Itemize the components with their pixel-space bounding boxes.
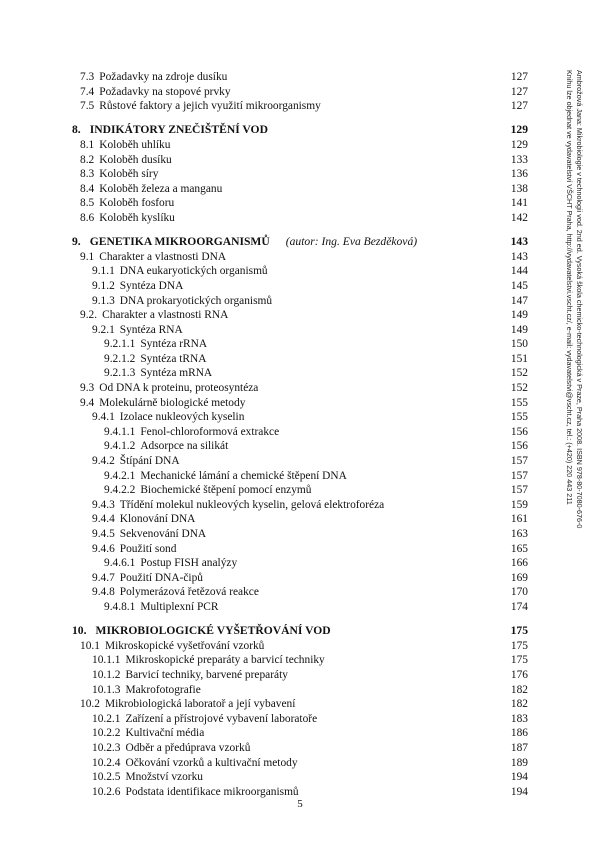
toc-page-number: 147 (510, 294, 528, 307)
toc-page-number: 157 (510, 455, 528, 468)
toc-entry-number: 8.2 (80, 153, 95, 166)
toc-entry-title: Koloběh dusíku (99, 153, 172, 166)
toc-entry-number: 8.4 (80, 182, 95, 195)
toc-page-number: 163 (510, 528, 528, 540)
toc-page-number: 129 (510, 123, 528, 137)
toc-chapter-row[interactable] (72, 624, 528, 639)
toc-entry-row[interactable] (72, 425, 528, 440)
toc-page-number: 157 (510, 484, 528, 497)
toc-entry-text (104, 352, 206, 367)
toc-entry-number: 9.4.1 (92, 411, 115, 424)
toc-entry-row[interactable] (72, 483, 528, 498)
section-gap (72, 615, 528, 625)
toc-entry-row[interactable] (72, 308, 528, 323)
toc-entry-title: Polymerázová řetězová reakce (119, 586, 259, 599)
toc-entry-row[interactable] (72, 556, 528, 571)
toc-entry-number: 10.1 (80, 639, 100, 652)
toc-entry-number: 10.1.2 (92, 668, 121, 681)
toc-entry-title: Syntéza mRNA (140, 367, 213, 380)
toc-chapter-row[interactable] (72, 123, 528, 138)
toc-page-number: 155 (510, 396, 528, 409)
toc-entry-title: Sekvenování DNA (119, 528, 207, 540)
toc-entry-title: Syntéza rRNA (140, 338, 208, 351)
toc-page-number: 127 (510, 100, 528, 113)
toc-page-number: 165 (510, 542, 528, 555)
toc-page-number: 156 (510, 440, 528, 453)
toc-entry-title: Štípání DNA (119, 455, 180, 468)
toc-entry-text (92, 527, 206, 542)
toc-page-number: 129 (510, 138, 528, 151)
toc-entry-number: 9.4 (80, 396, 95, 409)
toc-entry-text (104, 600, 219, 615)
toc-page-number: 149 (510, 323, 528, 336)
toc-entry-title: INDIKÁTORY ZNEČIŠTĚNÍ VOD (89, 123, 268, 137)
toc-entry-text (92, 712, 317, 727)
toc-entry-number: 9.4.8.1 (104, 600, 136, 613)
toc-entry-title: Mikroskopické preparáty a barvicí techniky (125, 654, 325, 667)
toc-entry-number: 9.2.1.1 (104, 338, 136, 351)
toc-entry-row[interactable] (72, 469, 528, 484)
toc-entry-number: 10.2.5 (92, 771, 121, 784)
toc-entry-row[interactable] (72, 410, 528, 425)
toc-entry-row[interactable] (72, 138, 528, 153)
toc-entry-number: 7.4 (80, 85, 95, 98)
toc-entry-text (92, 726, 204, 741)
toc-entry-text (80, 167, 158, 182)
toc-entry-number: 10. (72, 624, 87, 638)
toc-entry-text (92, 512, 195, 527)
toc-page-number: 194 (510, 785, 528, 798)
toc-entry-number: 9.4.3 (92, 498, 115, 511)
toc-entry-row[interactable] (72, 352, 528, 367)
toc-page-number: 161 (510, 513, 528, 526)
toc-entry-number: 9. (72, 235, 81, 249)
toc-entry-number: 9.2. (80, 309, 98, 322)
toc-entry-text (80, 308, 228, 323)
toc-entry-title: GENETIKA MIKROORGANISMŮ (89, 235, 270, 249)
toc-page-number: 169 (510, 571, 528, 584)
toc-entry-text (80, 99, 321, 114)
toc-entry-title: Adsorpce na silikát (140, 440, 229, 453)
toc-entry-number: 7.3 (80, 71, 95, 83)
toc-page-number: 186 (510, 727, 528, 740)
toc-page-number: 156 (510, 425, 528, 438)
toc-page-number: 127 (510, 85, 528, 98)
toc-page-number: 143 (510, 250, 528, 263)
toc-entry-row[interactable] (72, 697, 528, 712)
toc-entry-row[interactable] (72, 527, 528, 542)
toc-entry-row[interactable] (72, 498, 528, 513)
toc-entry-title: Syntéza DNA (119, 279, 184, 292)
side-citation (544, 70, 584, 610)
toc-entry-title: Odběr a předúprava vzorků (125, 741, 251, 754)
toc-entry-text (104, 366, 212, 381)
toc-entry-title: Fenol-chloroformová extrakce (140, 425, 280, 438)
toc-entry-row[interactable] (72, 182, 528, 197)
toc-entry-row[interactable] (72, 683, 528, 698)
toc-entry-number: 8.5 (80, 197, 95, 210)
toc-entry-title: Molekulárně biologické metody (99, 396, 246, 409)
toc-entry-text (80, 381, 258, 396)
toc-entry-text (92, 571, 203, 586)
toc-entry-title: Syntéza tRNA (140, 352, 207, 365)
page-number: 5 (297, 798, 303, 810)
toc-entry-title: Klonování DNA (119, 513, 196, 526)
toc-entry-row[interactable] (72, 741, 528, 756)
toc-entry-row[interactable] (72, 250, 528, 265)
toc-entry-row[interactable] (72, 211, 528, 226)
toc-entry-number: 9.4.8 (92, 586, 115, 599)
toc-entry-text (92, 323, 183, 338)
toc-entry-number: 9.4.2.2 (104, 484, 136, 497)
toc-entry-title: Od DNA k proteinu, proteosyntéza (99, 382, 259, 395)
toc-entry-row[interactable] (72, 279, 528, 294)
toc-entry-title: Postup FISH analýzy (140, 557, 238, 570)
toc-entry-row[interactable] (72, 600, 528, 615)
toc-entry-number: 9.1 (80, 250, 95, 263)
toc-entry-text (92, 668, 288, 683)
toc-entry-title: Mikrobiologická laboratoř a její vybavení (104, 698, 296, 711)
toc-chapter-row[interactable] (72, 235, 528, 250)
toc-entry-title: DNA eukaryotických organismů (119, 265, 268, 278)
toc-entry-text (92, 756, 298, 771)
toc-entry-title: Požadavky na zdroje dusíku (99, 71, 228, 83)
toc-entry-number: 9.4.4 (92, 513, 115, 526)
toc-entry-text (104, 556, 237, 571)
toc-entry-number: 7.5 (80, 100, 95, 113)
toc-entry-number: 10.2 (80, 698, 100, 711)
toc-entry-title: Požadavky na stopové prvky (99, 85, 231, 98)
toc-entry-title: Izolace nukleových kyselin (119, 411, 245, 424)
toc-page-number: 176 (510, 668, 528, 681)
toc-entry-text (80, 153, 172, 168)
toc-entry-row[interactable] (72, 668, 528, 683)
toc-entry-number: 10.2.1 (92, 712, 121, 725)
toc-entry-text (80, 182, 222, 197)
toc-page-number: 159 (510, 498, 528, 511)
toc-page-number: 152 (510, 382, 528, 395)
toc-page-number: 183 (510, 712, 528, 725)
toc-entry-row[interactable] (72, 337, 528, 352)
toc-entry-title: Mechanické lámání a chemické štěpení DNA (140, 469, 347, 482)
toc-entry-text (92, 741, 250, 756)
toc-page-number: 127 (510, 71, 528, 83)
toc-entry-title: Koloběh uhlíku (99, 138, 171, 151)
toc-page-number: 142 (510, 211, 528, 224)
toc-entry-text (72, 235, 417, 250)
toc-page-number: 175 (510, 639, 528, 652)
toc-entry-number: 9.4.2.1 (104, 469, 136, 482)
toc-entry-title: Koloběh fosforu (99, 197, 175, 210)
toc-entry-number: 9.4.1.2 (104, 440, 136, 453)
toc-entry-text (72, 123, 268, 138)
toc-entry-text (104, 439, 228, 454)
toc-entry-number: 9.1.1 (92, 265, 115, 278)
toc-entry-title: Koloběh kyslíku (99, 211, 175, 224)
toc-entry-text (104, 337, 207, 352)
toc-entry-number: 9.3 (80, 382, 95, 395)
toc-entry-title: Třídění molekul nukleových kyselin, gelová elektroforéza (119, 498, 385, 511)
toc-entry-number: 8.1 (80, 138, 95, 151)
section-gap (72, 226, 528, 236)
toc-entry-number: 9.1.3 (92, 294, 115, 307)
toc-entry-row[interactable] (72, 167, 528, 182)
toc-entry-number: 9.4.2 (92, 455, 115, 468)
toc-page-number: 182 (510, 683, 528, 696)
toc-entry-title: DNA prokaryotických organismů (119, 294, 273, 307)
toc-entry-row[interactable] (72, 712, 528, 727)
toc-entry-number: 9.4.6.1 (104, 557, 136, 570)
toc-entry-text (80, 70, 227, 85)
toc-page-number: 175 (510, 624, 528, 638)
toc-entry-row[interactable] (72, 196, 528, 211)
toc-entry-row[interactable] (72, 439, 528, 454)
toc-entry-text (92, 770, 203, 785)
toc-page-number: 170 (510, 586, 528, 599)
toc-entry-row[interactable] (72, 770, 528, 785)
toc-entry-text (104, 483, 311, 498)
toc-page-number: 155 (510, 411, 528, 424)
toc-entry-text (92, 279, 183, 294)
toc-entry-row[interactable] (72, 70, 528, 85)
toc-entry-text (92, 585, 259, 600)
toc-entry-text (92, 683, 201, 698)
toc-entry-text (80, 138, 170, 153)
toc-entry-number: 8. (72, 123, 81, 137)
toc-entry-title: Charakter a vlastnosti RNA (102, 309, 229, 322)
toc-entry-title: Syntéza RNA (119, 323, 183, 336)
toc-entry-row[interactable] (72, 264, 528, 279)
toc-entry-title: Charakter a vlastnosti DNA (99, 250, 227, 263)
toc-page-number: 133 (510, 153, 528, 166)
toc-entry-text (80, 250, 226, 265)
toc-page-number: 149 (510, 309, 528, 322)
toc-entry-row[interactable] (72, 756, 528, 771)
toc-entry-number: 8.6 (80, 211, 95, 224)
toc-entry-row[interactable] (72, 639, 528, 654)
toc-entry-number: 9.2.1 (92, 323, 115, 336)
toc-page-number: 143 (510, 235, 528, 249)
toc-entry-row[interactable] (72, 396, 528, 411)
section-gap (72, 114, 528, 124)
toc-entry-title: Podstata identifikace mikroorganismů (125, 785, 299, 798)
toc-entry-text (72, 624, 331, 639)
toc-entry-title: Zařízení a přístrojové vybavení laboratoře (125, 712, 318, 725)
toc-entry-number: 10.1.1 (92, 654, 121, 667)
toc-entry-text (92, 498, 384, 513)
toc-entry-row[interactable] (72, 454, 528, 469)
toc-entry-number: 10.2.4 (92, 756, 121, 769)
toc-page-number: 157 (510, 469, 528, 482)
toc-entry-number: 10.2.2 (92, 727, 121, 740)
toc-page-number: 136 (510, 168, 528, 181)
toc-entry-title: Růstové faktory a jejich využití mikroorganismy (99, 100, 321, 113)
toc-entry-row[interactable] (72, 323, 528, 338)
toc-page-number: 194 (510, 771, 528, 784)
toc-entry-text (92, 294, 272, 309)
toc-page-number: 175 (510, 654, 528, 667)
toc-entry-text (80, 85, 231, 100)
toc-entry-text (92, 264, 268, 279)
toc-entry-row[interactable] (72, 153, 528, 168)
toc-page-number: 144 (510, 265, 528, 278)
toc-page-number: 141 (510, 197, 528, 210)
toc-entry-title: Biochemické štěpení pomocí enzymů (140, 484, 312, 497)
toc-entry-row[interactable] (72, 85, 528, 100)
toc-entry-row[interactable] (72, 571, 528, 586)
toc-entry-text (92, 410, 244, 425)
toc-entry-title: Množství vzorku (125, 771, 203, 784)
toc-entry-number: 9.2.1.2 (104, 352, 136, 365)
toc-page-number: 166 (510, 557, 528, 570)
toc-entry-number: 9.4.6 (92, 542, 115, 555)
toc-page-number: 152 (510, 367, 528, 380)
toc-entry-row[interactable] (72, 366, 528, 381)
toc-entry-row[interactable] (72, 512, 528, 527)
toc-entry-title: Mikroskopické vyšetřování vzorků (104, 639, 265, 652)
toc-entry-text (80, 196, 174, 211)
toc-entry-text (80, 211, 175, 226)
toc-page-number: 150 (510, 338, 528, 351)
toc-entry-number: 10.2.3 (92, 741, 121, 754)
toc-entry-text (80, 396, 245, 411)
toc-page-number: 174 (510, 600, 528, 613)
toc-entry-title: Očkování vzorků a kultivační metody (125, 756, 298, 769)
toc-entry-text (92, 454, 180, 469)
toc-entry-number: 9.4.7 (92, 571, 115, 584)
toc-entry-title: Kultivační média (125, 727, 205, 740)
toc-entry-text (92, 653, 325, 668)
toc-page-number: 187 (510, 741, 528, 754)
toc-entry-number: 9.1.2 (92, 279, 115, 292)
toc-entry-text (104, 425, 279, 440)
toc-page-number: 138 (510, 182, 528, 195)
toc-entry-text (92, 542, 176, 557)
toc-chapter-author: (autor: Ing. Eva Bezděková) (285, 235, 418, 249)
toc-entry-title: Použití sond (119, 542, 177, 555)
toc-entry-title: Použití DNA-čipů (119, 571, 203, 584)
table-of-contents (72, 70, 528, 799)
toc-entry-row[interactable] (72, 294, 528, 309)
toc-page-number: 151 (510, 352, 528, 365)
toc-entry-row[interactable] (72, 542, 528, 557)
toc-entry-text (80, 697, 295, 712)
toc-page-number: 145 (510, 279, 528, 292)
toc-entry-number: 10.1.3 (92, 683, 121, 696)
toc-entry-row[interactable] (72, 585, 528, 600)
toc-entry-title: MIKROBIOLOGICKÉ VYŠETŘOVÁNÍ VOD (95, 624, 331, 638)
toc-entry-row[interactable] (72, 726, 528, 741)
toc-entry-number: 9.4.1.1 (104, 425, 136, 438)
toc-entry-title: Koloběh síry (99, 168, 159, 181)
toc-entry-row[interactable] (72, 381, 528, 396)
toc-entry-number: 10.2.6 (92, 785, 121, 798)
toc-entry-row[interactable] (72, 99, 528, 114)
toc-entry-text (104, 469, 347, 484)
toc-entry-title: Koloběh železa a manganu (99, 182, 223, 195)
toc-page-number: 182 (510, 698, 528, 711)
toc-entry-number: 8.3 (80, 168, 95, 181)
toc-entry-title: Makrofotografie (125, 683, 201, 696)
toc-entry-number: 9.2.1.3 (104, 367, 136, 380)
citation-line-2: Knihu lze objednat ve vydavatelství VŠCHT Praha, http://vydavatelstvi.vscht.cz/, e-mail: vydavatelstvi@vscht.cz, tel.: (+420) 220 443 211 (565, 70, 574, 505)
toc-page-number: 189 (510, 756, 528, 769)
toc-entry-text (80, 639, 264, 654)
citation-line-1: Ambrožová Jana: Mikrobiologie v technologii vod. 2nd ed. Vysoká škola chemicko-technologická v Praze, Praha 2008. ISBN 978-80-7080-676-0 (575, 70, 584, 529)
toc-entry-row[interactable] (72, 653, 528, 668)
toc-entry-number: 9.4.5 (92, 528, 115, 540)
toc-entry-title: Multiplexní PCR (140, 600, 219, 613)
toc-entry-title: Barvicí techniky, barvené preparáty (125, 668, 288, 681)
